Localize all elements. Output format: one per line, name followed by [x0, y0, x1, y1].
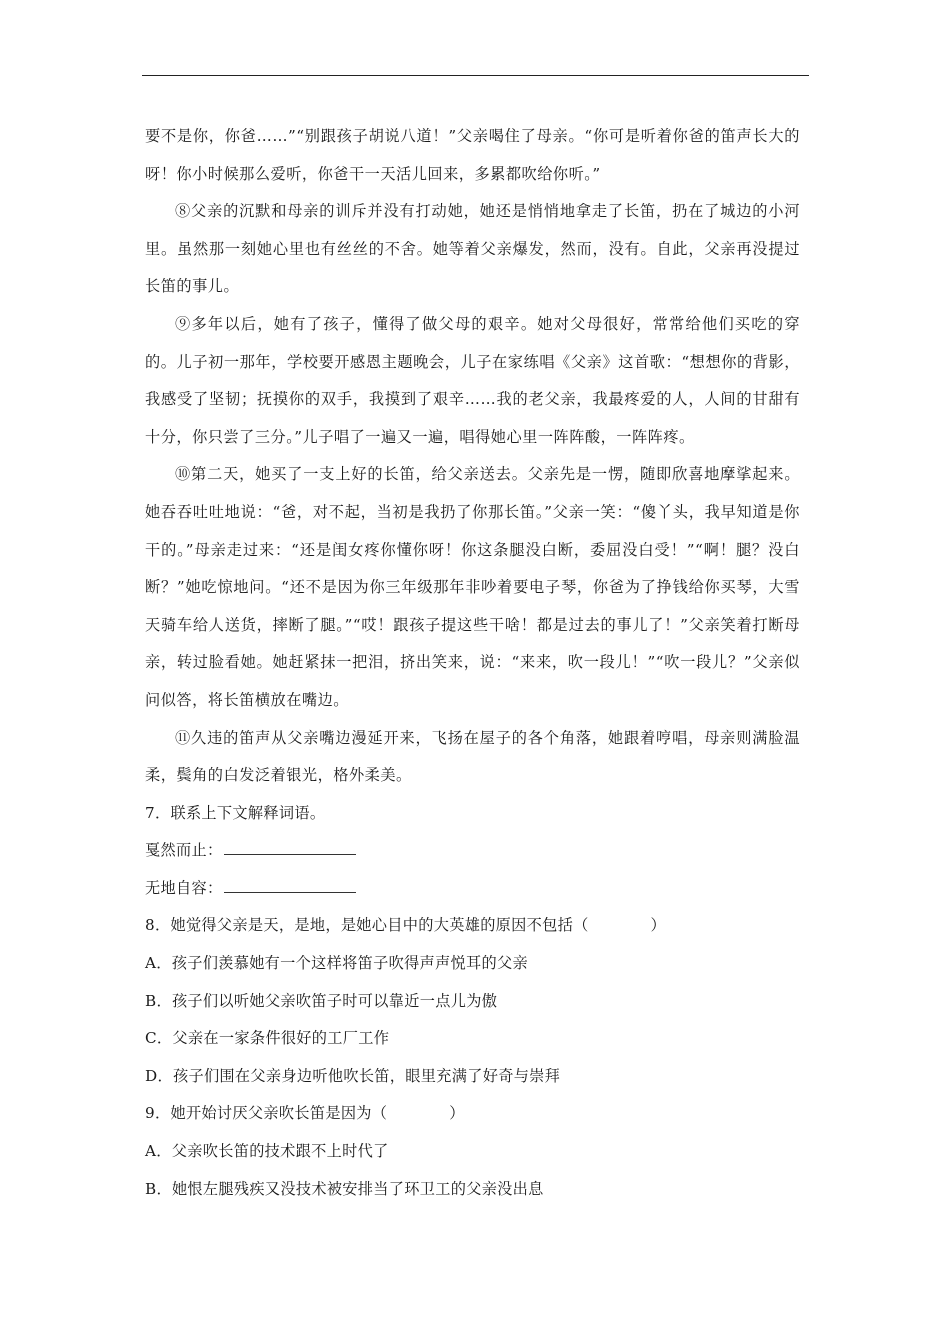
question-8-option-d: D．孩子们围在父亲身边听他吹长笛，眼里充满了好奇与崇拜: [145, 1066, 561, 1085]
passage-paragraph-11: ⑪久违的笛声从父亲嘴边漫延开来，飞扬在屋子的各个角落，她跟着哼唱，母亲则满脸温柔，鬓角的白发泛着银光，格外柔美。: [145, 728, 800, 785]
question-8-option-b: B．孩子们以听她父亲吹笛子时可以靠近一点儿为傲: [145, 991, 498, 1010]
passage-paragraph-10: ⑩第二天，她买了一支上好的长笛，给父亲送去。父亲先是一愣，随即欣喜地摩挲起来。她吞吞吐吐地说：“爸，对不起，当初是我扔了你那长笛。”父亲一笑：“傻丫头，我早知道是你干的。”母亲走过来：“还是闺女疼你懂你呀！你这条腿没白断，委屈没白受！”“啊！腿？没白断？”她吃惊地问。“还不是因为你三年级那年非吵着要电子琴，你爸为了挣钱给你买琴，大雪天骑车给人送货，摔断了腿。”“哎！跟孩子提这些干啥！都是过去的事儿了！”父亲笑着打断母亲，转过脸看她。她赶紧抹一把泪，挤出笑来，说：“来来，吹一段儿！”“吹一段儿？”父亲似问似答，将长笛横放在嘴边。: [145, 465, 800, 709]
passage-paragraph-continued: 要不是你，你爸……”“别跟孩子胡说八道！”父亲喝住了母亲。“你可是听着你爸的笛声长大的呀！你小时候那么爱听，你爸干一天活儿回来，多累都吹给你听。”: [145, 127, 800, 183]
passage-paragraph-8: ⑧父亲的沉默和母亲的训斥并没有打动她，她还是悄悄地拿走了长笛，扔在了城边的小河里。虽然那一刻她心里也有丝丝的不舍。她等着父亲爆发，然而，没有。自此，父亲再没提过长笛的事儿。: [145, 202, 800, 296]
question-8-prompt: 8．她觉得父亲是天，是地，是她心目中的大英雄的原因不包括（ ）: [145, 916, 667, 935]
question-7-prompt: 7．联系上下文解释词语。: [145, 803, 326, 822]
header-rule: [142, 75, 809, 76]
question-8-option-a: A．孩子们羡慕她有一个这样将笛子吹得声声悦耳的父亲: [145, 954, 528, 973]
answer-blank-2[interactable]: [224, 878, 356, 893]
answer-blank-1[interactable]: [224, 840, 356, 855]
question-7-item-1-label: 戛然而止：: [145, 841, 223, 860]
question-9-option-a: A．父亲吹长笛的技术跟不上时代了: [145, 1142, 389, 1161]
question-8-option-c: C．父亲在一家条件很好的工厂工作: [145, 1029, 390, 1048]
question-7-item-2: [145, 870, 800, 908]
question-7-item-1: [145, 832, 800, 870]
question-7-item-2-label: 无地自容：: [145, 878, 223, 897]
document-body: [145, 118, 800, 1208]
passage-paragraph-9: ⑨多年以后，她有了孩子，懂得了做父母的艰辛。她对父母很好，常常给他们买吃的穿的。儿子初一那年，学校要开感恩主题晚会，儿子在家练唱《父亲》这首歌：“想想你的背影，我感受了坚韧；抚摸你的双手，我摸到了艰辛……我的老父亲，我最疼爱的人，人间的甘甜有十分，你只尝了三分。”儿子唱了一遍又一遍，唱得她心里一阵阵酸，一阵阵疼。: [145, 314, 800, 446]
question-9-option-b: B．她恨左腿残疾又没技术被安排当了环卫工的父亲没出息: [145, 1179, 544, 1198]
question-9-prompt: 9．她开始讨厌父亲吹长笛是因为（ ）: [145, 1104, 465, 1123]
